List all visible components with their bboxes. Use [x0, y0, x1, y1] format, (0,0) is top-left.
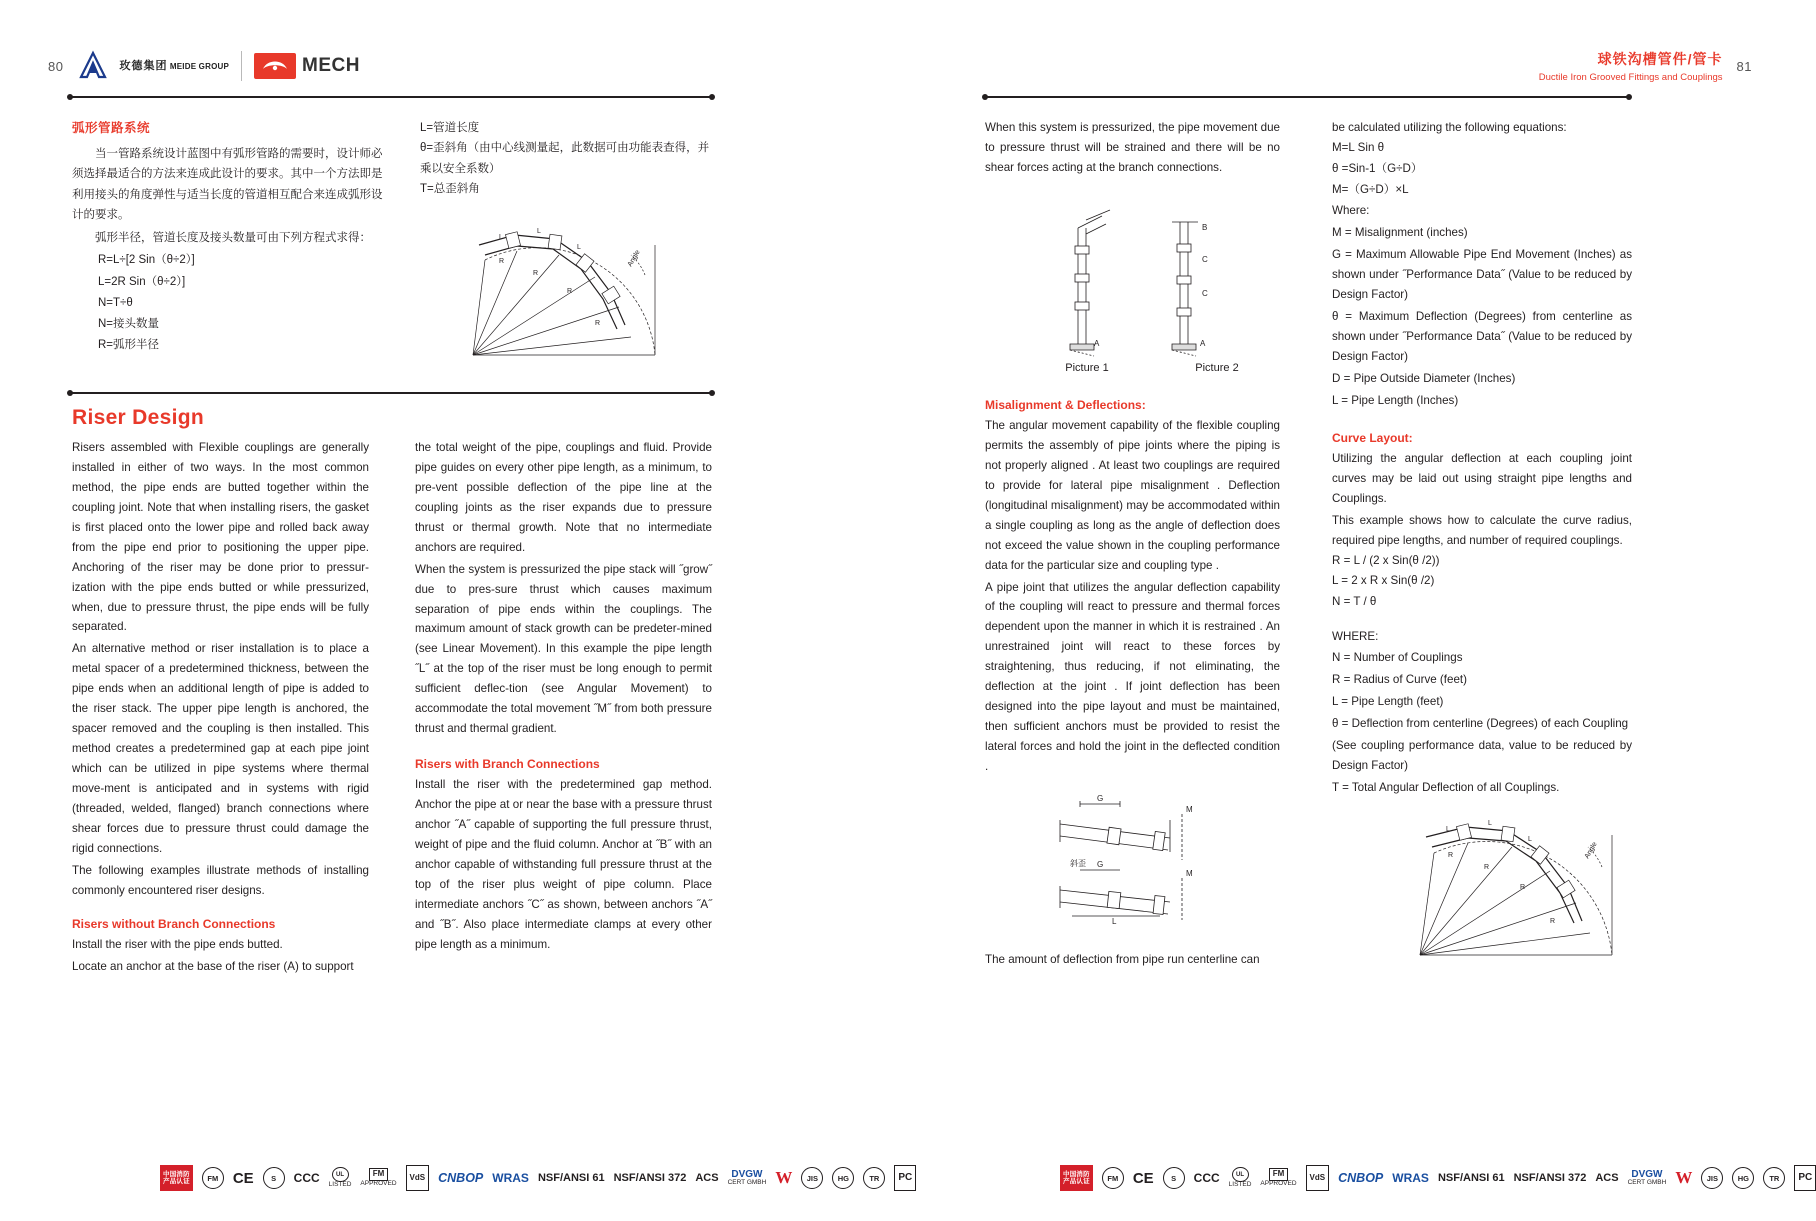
cert-pc-icon: PC	[894, 1165, 916, 1191]
cert-dvgw-icon: DVGW CERT GMBH	[727, 1168, 767, 1186]
cert-jis-icon: JIS	[801, 1167, 823, 1189]
curve-definition-l: L = Pipe Length (feet)	[1332, 694, 1444, 708]
svg-text:M: M	[1186, 805, 1193, 814]
riser-col1-p3: The following examples illustrate methods of installing commonly encountered riser designs.	[72, 863, 369, 897]
svg-text:A: A	[1200, 339, 1206, 348]
brand-text	[119, 60, 229, 73]
svg-text:C: C	[1202, 289, 1208, 298]
svg-text:L: L	[1446, 826, 1450, 833]
cert-s-circle-icon-r: S	[1163, 1167, 1185, 1189]
certification-bar-left	[160, 1165, 916, 1191]
svg-text:R: R	[1448, 852, 1454, 859]
curve-definition-theta: θ = Deflection from centerline (Degrees) of each Coupling	[1332, 716, 1629, 730]
svg-text:Angle: Angle	[1583, 840, 1599, 860]
svg-text:斜歪: 斜歪	[1070, 859, 1086, 868]
cert-hg-icon-r: HG	[1732, 1167, 1754, 1189]
riser-col2-p2: When the system is pressurized the pipe stack will ˝grow˝ due to pres-sure thrust which causes maximum separation of pipe ends within the couplings. The maximum amount of stack growth can be predeter-mined (see Linear Movement). In this example the pipe length ˝L˝ at the top of the riser must be long enough to permit sufficient deflec-tion (see Angular Movement) to accommodate the total movement ˝M˝ from both pressure thrust and thermal gradient.	[415, 562, 712, 736]
equation-m-lsin: M=L Sin θ	[1332, 140, 1385, 154]
arc-equation-2: L=2R Sin（θ÷2）]	[98, 275, 186, 288]
cert-cnbop-icon-r: CNBOP	[1338, 1171, 1384, 1185]
cert-ul-listed-icon: UL LISTED	[329, 1167, 352, 1189]
cert-ccc-icon: CCC	[293, 1171, 320, 1185]
svg-text:R: R	[1484, 864, 1490, 871]
cert-red-badge-icon: 中国消防 产品认证	[160, 1165, 193, 1191]
curve-where-label: WHERE:	[1332, 630, 1379, 644]
definition-d: D = Pipe Outside Diameter (Inches)	[1332, 371, 1516, 385]
misalignment-p1: The angular movement capability of the flexible coupling permits the assembly of pipe joints where the piping is not properly aligned . At least two couplings are required to provide for lateral pipe misalignment . Deflection (longitudinal misalignment) may be accommodated within a single coupling as long as the angle of deflection does not exceed the value shown in the coupling performance data for the particular size and coupling type .	[985, 419, 1280, 572]
cert-fm-circle-icon: FM	[202, 1167, 224, 1189]
riser-col1-p2: An alternative method or riser installation is to place a metal spacer of a predetermined thickness, between the pipe ends when an additional length of pipe is added to the riser stack. The upper pipe length is anchored, the spacer removed and the coupling is then installed. This method creates a predetermined gap at each pipe joint which can be utilized in pipe systems where thermal move-ment is anticipated and in systems with rigid (threaded, welded, flanged) branch connections where shear forces due to pressure thrust could damage the rigid connections.	[72, 642, 369, 855]
curve-equation-l: L = 2 x R x Sin(θ /2)	[1332, 574, 1435, 588]
mech-logo	[254, 53, 360, 79]
svg-text:R: R	[595, 320, 601, 327]
cert-fm-circle-icon-r: FM	[1102, 1167, 1124, 1189]
picture-2-caption: Picture 2	[1195, 362, 1239, 374]
deflection-tail-text: The amount of deflection from pipe run centerline can	[985, 953, 1260, 966]
arc-equation-1: R=L÷[2 Sin（θ÷2）]	[98, 254, 195, 267]
arc-section	[72, 118, 392, 357]
cert-s-circle-icon: S	[263, 1167, 285, 1189]
riser-column-2	[415, 438, 712, 955]
svg-text:B: B	[1202, 223, 1208, 232]
riser-design-title-wrap	[72, 406, 204, 430]
left-mid-rule	[70, 392, 712, 394]
cert-vds-icon: VdS	[406, 1165, 430, 1191]
cert-cnbop-icon: CNBOP	[438, 1171, 484, 1185]
cert-tr-icon: TR	[863, 1167, 885, 1189]
svg-text:L: L	[537, 228, 541, 235]
svg-text:Angle: Angle	[626, 248, 642, 268]
cert-hg-icon: HG	[832, 1167, 854, 1189]
curve-definition-r: R = Radius of Curve (feet)	[1332, 672, 1467, 686]
cert-jis-icon-r: JIS	[1701, 1167, 1723, 1189]
cert-acs-icon: ACS	[695, 1172, 719, 1184]
misalignment-p2: A pipe joint that utilizes the angular deflection capability of the coupling will react to pressure and thermal forces dependent upon the manner in which it is restrained . An unrestrained joint will react to these forces by straightening, thus reducing, if not eliminating, the deflection at the joint . If joint deflection has been designed into the pipe layout and must be maintained, then sufficient anchors must be provided to resist the lateral forces and hold the joint in the deflected condition .	[985, 580, 1280, 773]
cert-ce-icon-r: CE	[1132, 1169, 1154, 1187]
svg-text:R: R	[1520, 884, 1526, 891]
cert-ccc-icon-r: CCC	[1193, 1171, 1220, 1185]
cert-vds-icon-r: VdS	[1306, 1165, 1330, 1191]
cert-wras-icon: WRAS	[492, 1171, 529, 1185]
equations-lead: be calculated utilizing the following equations:	[1332, 121, 1567, 134]
cert-fm-approved-icon: FM APPROVED	[360, 1169, 397, 1187]
page-number-left: 80	[48, 58, 64, 74]
svg-text:L: L	[1112, 917, 1117, 926]
deflection-tail-wrap	[985, 950, 1280, 970]
curve-layout-figure	[1400, 805, 1630, 965]
svg-text:A: A	[1094, 339, 1100, 348]
svg-text:L: L	[499, 234, 503, 241]
cert-acs-icon-r: ACS	[1595, 1172, 1619, 1184]
risers-without-branch-p2: Locate an anchor at the base of the riser (A) to support	[72, 959, 354, 973]
pressurized-intro: When this system is pressurized, the pipe movement due to pressure thrust will be strained and there will be no shear forces acting at the branch connections.	[985, 121, 1280, 174]
arc-equation-5: R=弧形半径	[98, 339, 160, 352]
certification-bar-right	[1060, 1165, 1816, 1191]
curve-definition-note: (See coupling performance data, value to be reduced by Design Factor)	[1332, 738, 1632, 772]
riser-column-1	[72, 438, 369, 976]
cert-w-icon-r: W	[1675, 1168, 1693, 1187]
page-number-right: 81	[1736, 58, 1752, 74]
risers-with-branch-p1: Install the riser with the predetermined gap method. Anchor the pipe at or near the base with a pressure thrust anchor ˝A˝ capable of supporting the full pressure thrust, weight of pipe and the fluid column. Anchor at ˝B˝ with an anchor capable of withstanding full pressure thrust at the top of the riser plus weight of pipe column. Place intermediate anchors ˝C˝ as shown, between anchors ˝A˝ and ˝B˝. Also place intermediate clamps at every other pipe length as a minimum.	[415, 778, 712, 951]
cert-nsf372-icon: NSF/ANSI 372	[613, 1172, 687, 1184]
svg-text:M: M	[1186, 869, 1193, 878]
section-title-en: Ductile Iron Grooved Fittings and Couplings	[1538, 72, 1723, 83]
curve-layout-p2: This example shows how to calculate the curve radius, required pipe lengths, and number of required couplings.	[1332, 513, 1632, 547]
cert-ul-listed-icon-r: UL LISTED	[1229, 1167, 1252, 1189]
arc-equation-3: N=T÷θ	[98, 296, 133, 309]
brand-en: MEIDE GROUP	[169, 61, 230, 71]
logo-divider	[241, 51, 242, 81]
arc-paragraph-1: 当一管路系统设计蓝图中有弧形管路的需要时，设计师必须选择最适合的方法来连成此设计的要求。其中一个方法即是利用接头的角度弹性与适当长度的管道相互配合来连成弧形设计的要求。	[72, 148, 383, 222]
mech-badge-icon	[254, 53, 296, 79]
right-column-2	[1332, 118, 1632, 798]
cert-dvgw-icon-r: DVGW CERT GMBH	[1627, 1168, 1667, 1186]
section-title	[1539, 49, 1723, 83]
curve-definition-n: N = Number of Couplings	[1332, 650, 1463, 664]
cert-red-badge-icon-r: 中国消防 产品认证	[1060, 1165, 1093, 1191]
svg-text:C: C	[1202, 255, 1208, 264]
riser-design-title: Riser Design	[72, 406, 204, 429]
cert-pc-icon-r: PC	[1794, 1165, 1816, 1191]
right-column-1	[985, 118, 1280, 178]
section-title-cn: 球铁沟槽管件/管卡	[1597, 51, 1723, 67]
risers-without-branch-heading: Risers without Branch Connections	[72, 916, 276, 931]
cert-w-icon: W	[775, 1168, 793, 1187]
cert-fm-approved-icon-r: FM APPROVED	[1260, 1169, 1297, 1187]
curve-equation-n: N = T / θ	[1332, 595, 1377, 609]
arc-legend	[420, 118, 710, 200]
misalignment-heading: Misalignment & Deflections:	[985, 398, 1146, 412]
left-page-header	[48, 40, 360, 92]
svg-text:G: G	[1097, 860, 1104, 869]
meide-logo-icon	[77, 51, 109, 81]
svg-text:L: L	[1528, 836, 1532, 843]
misalignment-section	[985, 398, 1280, 777]
curve-layout-p1: Utilizing the angular deflection at each coupling joint curves may be laid out using straight pipe lengths and Couplings.	[1332, 451, 1632, 505]
definition-theta: θ = Maximum Deflection (Degrees) from centerline as shown under ˝Performance Data˝ (Value to be reduced by Design Factor)	[1332, 310, 1632, 363]
definition-g: G = Maximum Allowable Pipe End Movement (Inches) as shown under ˝Performance Data˝ (Value to be reduced by Design Factor)	[1332, 248, 1632, 302]
svg-text:L: L	[577, 244, 581, 251]
brand-cn: 玫德集团	[119, 59, 168, 72]
curve-equation-r: R = L / (2 x Sin(θ /2))	[1332, 553, 1440, 567]
risers-without-branch-p1: Install the riser with the pipe ends butted.	[72, 937, 283, 951]
cert-nsf372-icon-r: NSF/ANSI 372	[1513, 1172, 1587, 1184]
brand-logo	[77, 51, 229, 81]
right-top-rule	[985, 96, 1629, 98]
svg-text:R: R	[1550, 918, 1556, 925]
legend-line-2: θ=歪斜角（由中心线测量起，此数据可由功能表查得，并乘以安全系数）	[420, 142, 710, 175]
curve-definition-t: T = Total Angular Deflection of all Couplings.	[1332, 780, 1560, 794]
riser-col1-p1: Risers assembled with Flexible couplings are generally installed in either of two ways. In the most common method, the pipe ends are butted together within the coupling joint. Note that when installing risers, the gasket is first placed onto the lower pipe and rolled back away from the pipe end prior to positioning the upper pipe. Anchoring of the riser may be done prior to pressur-ization with the pipe ends butted or while pressurized, when, due to pressure thrust, the pipe ends will be fully separated.	[72, 441, 369, 634]
svg-text:G: G	[1097, 794, 1104, 803]
equation-theta-sin: θ =Sin-1（G÷D）	[1332, 161, 1423, 175]
cert-wras-icon-r: WRAS	[1392, 1171, 1429, 1185]
curve-layout-heading: Curve Layout:	[1332, 430, 1413, 445]
legend-line-1: L=管道长度	[420, 122, 480, 134]
svg-text:L: L	[1488, 820, 1492, 827]
svg-text:R: R	[533, 270, 539, 277]
svg-text:R: R	[499, 258, 505, 265]
riser-col2-p1: the total weight of the pipe, couplings and fluid. Provide pipe guides on every other pipe length, as a minimum, to pre-vent possible deflection of the pipe line at the coupling joints as the riser expands due to pressure thrust or thermal growth. Note that no intermediate anchors are required.	[415, 441, 712, 554]
risers-with-branch-heading: Risers with Branch Connections	[415, 757, 600, 772]
right-page-header	[1539, 40, 1752, 92]
arc-paragraph-2: 弧形半径，管道长度及接头数量可由下列方程式求得：	[95, 231, 371, 244]
arc-equation-4: N=接头数量	[98, 318, 160, 331]
cert-tr-icon-r: TR	[1763, 1167, 1785, 1189]
definition-l: L = Pipe Length (Inches)	[1332, 393, 1459, 407]
arc-section-heading: 弧形管路系统	[72, 121, 151, 135]
svg-text:R: R	[567, 288, 573, 295]
deflection-figure	[1050, 790, 1260, 926]
cert-ce-icon: CE	[232, 1169, 254, 1187]
where-label: Where:	[1332, 203, 1370, 217]
legend-line-3: T=总歪斜角	[420, 183, 480, 196]
definition-m: M = Misalignment (inches)	[1332, 226, 1468, 240]
right-page	[900, 0, 1813, 1221]
cert-nsf61-icon-r: NSF/ANSI 61	[1437, 1172, 1505, 1184]
arc-layout-figure	[455, 215, 675, 365]
mech-wordmark: MECH	[302, 55, 360, 76]
picture-1-caption: Picture 1	[1065, 362, 1109, 374]
cert-nsf61-icon: NSF/ANSI 61	[537, 1172, 605, 1184]
left-top-rule	[70, 96, 712, 98]
equation-m-gd: M=（G÷D）×L	[1332, 182, 1409, 196]
riser-pictures-figure	[1040, 200, 1252, 374]
